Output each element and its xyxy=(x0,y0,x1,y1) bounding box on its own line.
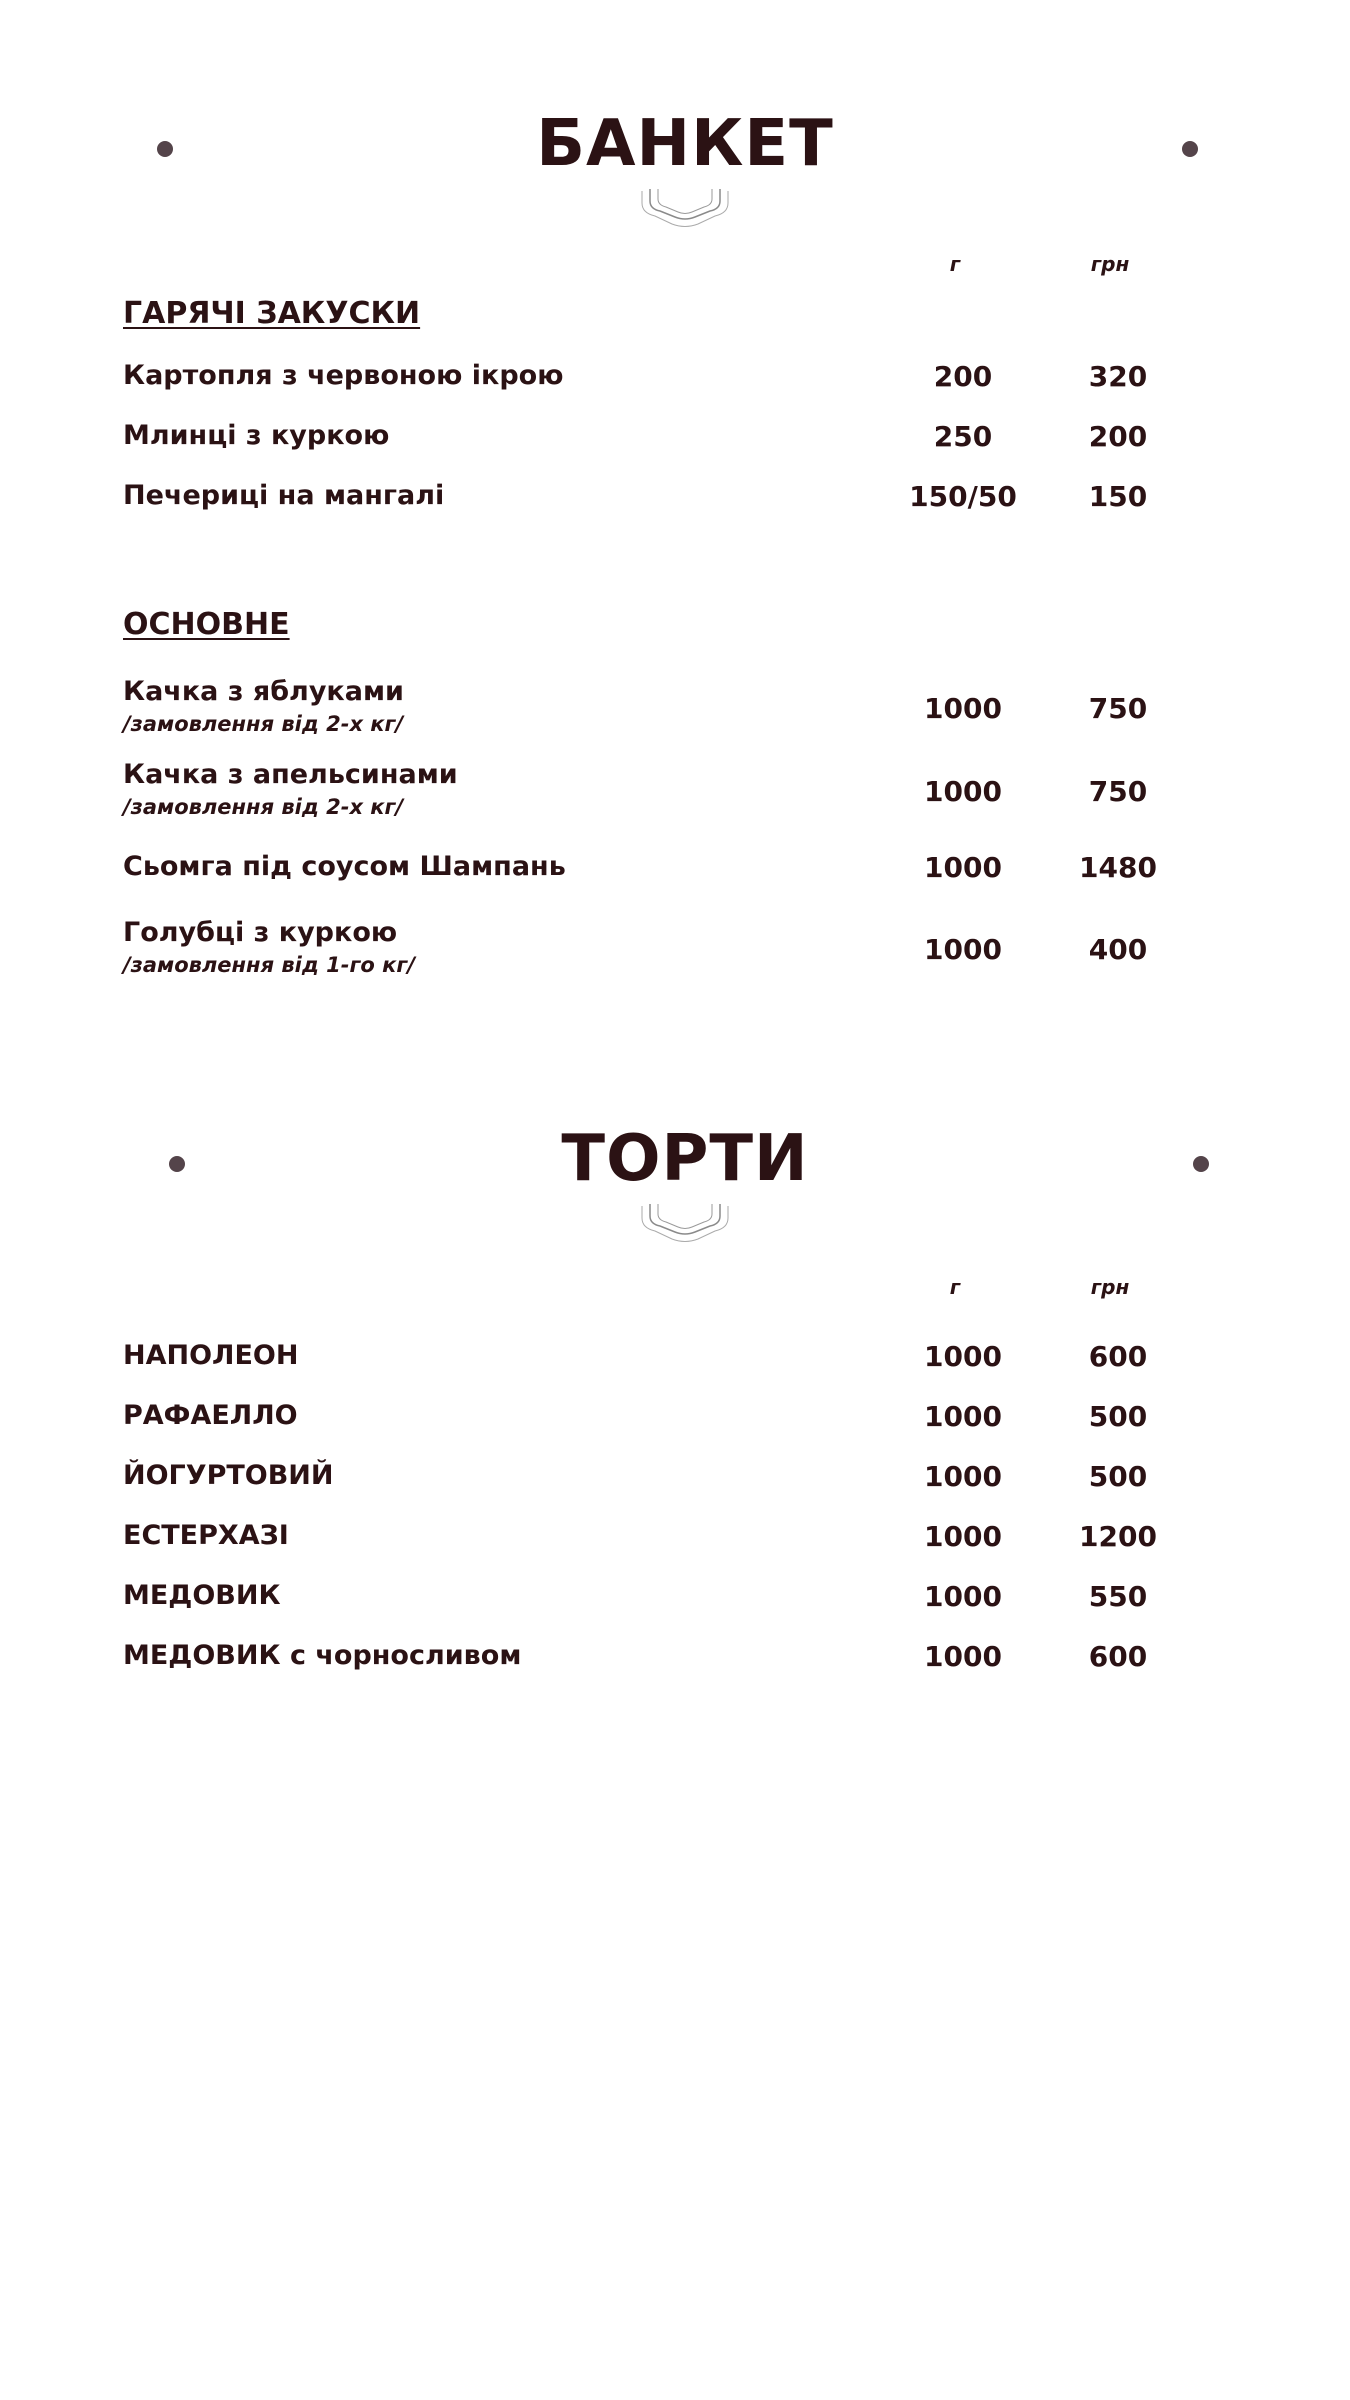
item-price: 320 xyxy=(1088,360,1148,393)
item-name: Голубці з куркою xyxy=(123,917,398,948)
banket-col-grams: г xyxy=(949,252,961,276)
item-name: Сьомга під соусом Шампань xyxy=(123,851,566,882)
item-price: 750 xyxy=(1088,775,1148,808)
list-item xyxy=(123,1640,1173,1700)
list-item xyxy=(123,676,1173,746)
item-note: /замовлення від 2-х кг/ xyxy=(123,712,404,736)
list-item xyxy=(123,917,1173,987)
item-price: 1200 xyxy=(1079,1520,1157,1553)
torty-col-price: грн xyxy=(1090,1275,1130,1299)
banket-banner xyxy=(150,85,1220,235)
torty-title: ТОРТИ xyxy=(561,1122,809,1196)
item-grams: 1000 xyxy=(924,692,1002,725)
item-grams: 250 xyxy=(933,420,993,453)
item-name: МЕДОВИК xyxy=(123,1580,281,1611)
item-price: 200 xyxy=(1088,420,1148,453)
list-item xyxy=(123,360,1173,420)
item-price: 500 xyxy=(1088,1460,1148,1493)
banket-title: БАНКЕТ xyxy=(536,107,834,181)
list-item xyxy=(123,759,1173,829)
torty-col-grams: г xyxy=(949,1275,961,1299)
banket-col-price: грн xyxy=(1090,252,1130,276)
item-price: 600 xyxy=(1088,1340,1148,1373)
item-price: 1480 xyxy=(1079,851,1157,884)
item-grams: 1000 xyxy=(924,1340,1002,1373)
item-name: МЕДОВИК с чорносливом xyxy=(123,1640,522,1671)
list-item xyxy=(123,480,1173,540)
torty-banner xyxy=(150,1100,1220,1250)
item-grams: 1000 xyxy=(924,851,1002,884)
item-name: НАПОЛЕОН xyxy=(123,1340,299,1371)
item-price: 600 xyxy=(1088,1640,1148,1673)
item-note: /замовлення від 2-х кг/ xyxy=(123,795,404,819)
item-grams: 1000 xyxy=(924,1520,1002,1553)
section-title-main: ОСНОВНЕ xyxy=(123,607,290,642)
item-name: Качка з апельсинами xyxy=(123,759,458,790)
item-grams: 1000 xyxy=(924,775,1002,808)
item-grams: 1000 xyxy=(924,1580,1002,1613)
item-name: РАФАЕЛЛО xyxy=(123,1400,298,1431)
item-name: ЕСТЕРХАЗІ xyxy=(123,1520,289,1551)
item-grams: 1000 xyxy=(924,933,1002,966)
list-item xyxy=(123,1580,1173,1640)
list-item xyxy=(123,1340,1173,1400)
item-grams: 1000 xyxy=(924,1640,1002,1673)
item-price: 500 xyxy=(1088,1400,1148,1433)
item-price: 400 xyxy=(1088,933,1148,966)
item-price: 150 xyxy=(1088,480,1148,513)
item-name: Печериці на мангалі xyxy=(123,480,445,511)
item-grams: 150/50 xyxy=(909,480,1017,513)
item-note: /замовлення від 1-го кг/ xyxy=(123,953,416,977)
list-item xyxy=(123,1460,1173,1520)
list-item xyxy=(123,1400,1173,1460)
item-name: Качка з яблуками xyxy=(123,676,404,707)
item-name: ЙОГУРТОВИЙ xyxy=(123,1460,334,1491)
item-grams: 1000 xyxy=(924,1400,1002,1433)
item-name: Картопля з червоною ікрою xyxy=(123,360,564,391)
item-grams: 1000 xyxy=(924,1460,1002,1493)
item-name: Млинці з куркою xyxy=(123,420,390,451)
list-item xyxy=(123,1520,1173,1580)
item-grams: 200 xyxy=(933,360,993,393)
item-price: 550 xyxy=(1088,1580,1148,1613)
list-item xyxy=(123,420,1173,480)
list-item xyxy=(123,851,1173,911)
section-title-hot-snacks: ГАРЯЧІ ЗАКУСКИ xyxy=(123,296,421,331)
item-price: 750 xyxy=(1088,692,1148,725)
